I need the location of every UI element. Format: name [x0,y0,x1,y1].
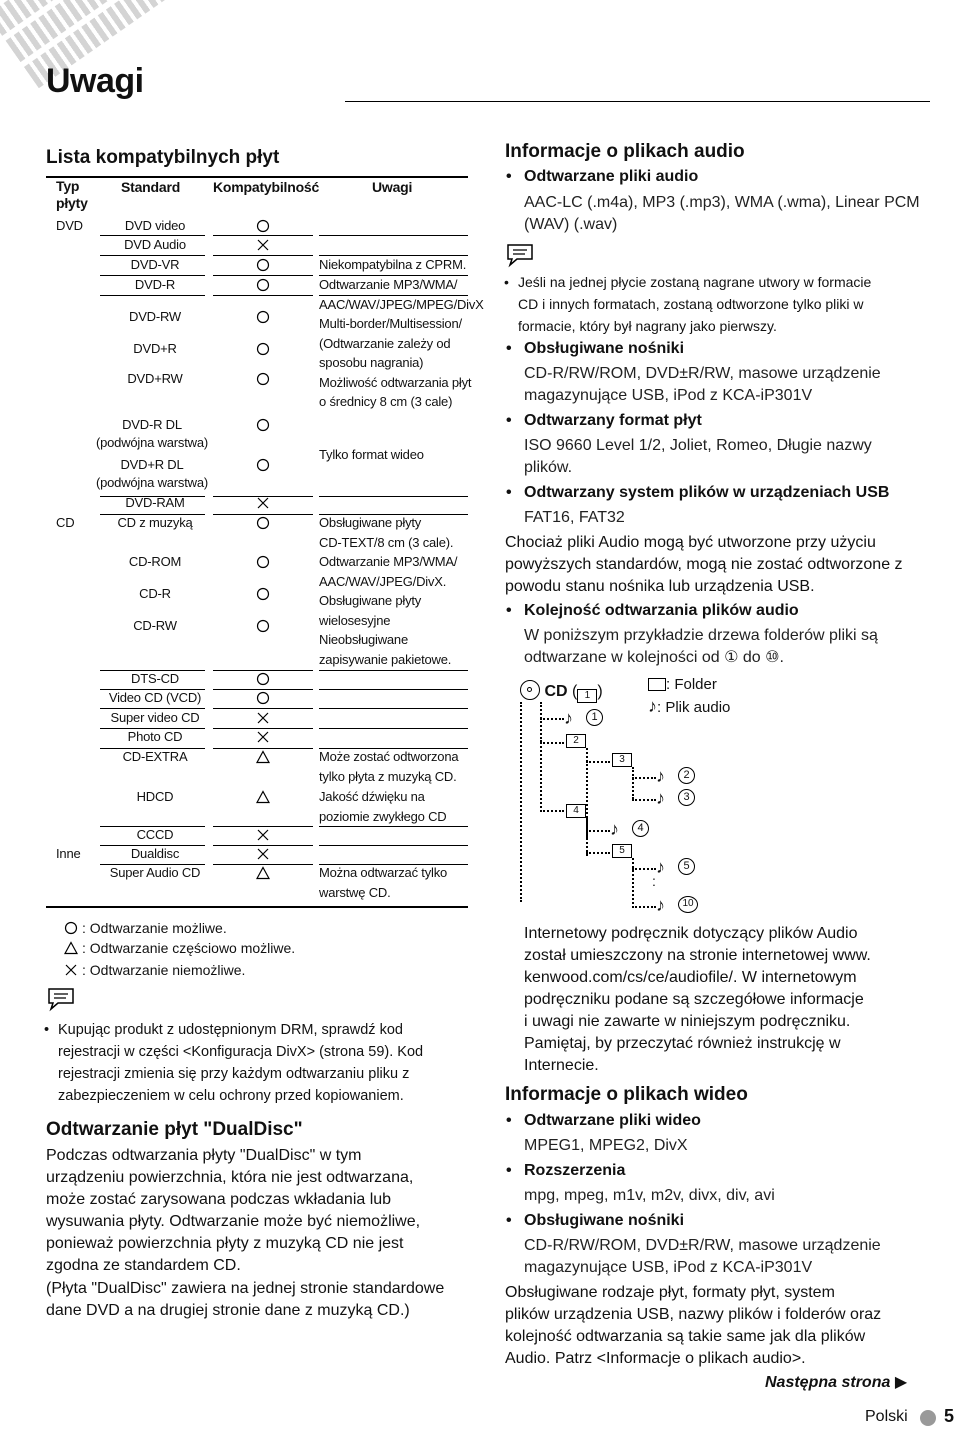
tree-branch [586,852,610,854]
tree-branch [586,761,610,763]
next-page-link[interactable]: Następna strona ▶ [765,1374,908,1391]
footer-language: Polski [865,1408,908,1425]
folder-box-3: 3 [612,753,632,767]
legend-circle: : Odtwarzanie możliwe. [64,918,227,938]
audio-disc-format-heading: • Odtwarzany format płyt [506,412,702,429]
circle-icon [64,921,78,935]
tree-branch [540,718,564,720]
header-notes: Uwagi [372,179,413,195]
music-note-icon: ♪ [656,895,665,915]
folder-box-2: 2 [566,734,586,748]
row-rule [213,275,313,276]
text-line: wielosesyjne [319,612,391,628]
text-line: urządzeniu powierzchnia, która nie jest odtwarzana, [46,1169,414,1186]
cross-icon [256,730,270,744]
video-files-value: MPEG1, MPEG2, DivX [524,1137,688,1154]
text-line: formacie, który był nagrany jako pierwszy. [518,318,777,334]
note-speech-icon [46,986,76,1012]
text-line: magazynujące USB, iPod z KCA-iP301V [524,1259,813,1276]
text-line: może zostać zarysowana podczas wkładania lub [46,1191,392,1208]
row-rule [319,670,468,671]
video-files-heading: • Odtwarzane pliki wideo [506,1112,701,1129]
text-line: Możliwość odtwarzania płyt [319,374,472,390]
text-line: tylko płyta z muzyką CD. [319,768,457,784]
text-line: plików. [524,459,573,476]
text-line: ISO 9660 Level 1/2, Joliet, Romeo, Długie nazwy [524,437,872,454]
file-number: 1 [586,709,603,726]
cell-standard: CCCD [136,827,174,842]
circle-icon [256,555,270,569]
tree-branch [632,777,656,779]
text-line: sposobu nagrania) [319,355,424,370]
page-number: 5 [944,1406,955,1426]
text-line: CD-R/RW/ROM, DVD±R/RW, masowe urządzenie [524,1237,881,1254]
text-line: (Płyta "DualDisc" zawiera na jednej stronie standardowe [46,1280,445,1297]
cell-standard: DVD video [124,218,186,233]
cell-standard: CD z muzyką [117,515,193,530]
row-rule [319,496,468,497]
audio-order-heading: • Kolejność odtwarzania plików audio [506,602,799,619]
folder-box-4: 4 [566,804,586,818]
text-line: Audio. Patrz <Informacje o plikach audio>. [505,1350,806,1367]
text-line: podręczniku podane są szczegółowe informacje [524,991,864,1008]
cell-standard: DVD+R [133,341,177,356]
legend-triangle: : Odtwarzanie częściowo możliwe. [64,938,295,958]
tree-branch [540,742,542,812]
cell-standard: HDCD [136,789,174,804]
circle-icon [256,258,270,272]
video-ext-value: mpg, mpeg, m1v, m2v, divx, div, avi [524,1187,775,1204]
cell-standard: CD-RW [133,618,177,633]
row-rule [319,689,468,690]
tree-legend-file: ♪: Plik audio [648,696,731,716]
music-note-icon: ♪ [656,788,665,808]
text-line: poziomie zwykłego CD [319,808,447,824]
row-rule [213,728,313,729]
cell-standard: DVD+R DL (podwójna warstwa) [95,457,208,490]
cell-standard: DTS-CD [131,671,179,686]
text-line: rejestracji zmienia się przy każdym odtwarzaniu pliku z [58,1066,410,1082]
text-line: magazynujące USB, iPod z KCA-iP301V [524,387,813,404]
audio-heading: Informacje o plikach audio [505,141,745,162]
text-line: CD i innych formatach, zostaną odtworzone tylko pliki w [518,296,864,312]
text-line: dane DVD a na drugiej stronie dane z muzyką CD.) [46,1302,410,1319]
video-ext-heading: • Rozszerzenia [506,1162,626,1179]
tree-branch [632,906,656,908]
music-note-icon: ♪ [648,696,657,716]
folder-icon [648,678,666,691]
row-rule [213,235,313,236]
audio-fs-heading: • Odtwarzany system plików w urządzeniach USB [506,484,890,501]
circle-icon [256,458,270,472]
header-type: Typ płyty [56,178,88,211]
triangle-icon [256,750,270,764]
row-rule [213,689,313,690]
file-number: 4 [632,820,649,837]
cell-type: CD [56,515,75,530]
cell-standard: DVD Audio [124,237,186,252]
row-rule [213,826,313,827]
text-line: CD-R/RW/ROM, DVD±R/RW, masowe urządzenie [524,365,881,382]
text-line: Internetowy podręcznik dotyczący plików Audio [524,925,858,942]
circle-icon [256,691,270,705]
row-rule [213,748,313,749]
circle-icon [256,516,270,530]
file-number: 5 [678,858,695,875]
text-line: warstwę CD. [319,884,391,900]
audio-media-heading: • Obsługiwane nośniki [506,340,685,357]
triangle-icon [256,866,270,880]
music-note-icon: ♪ [656,857,665,877]
text-line: zabezpieczeniem w celu ochrony przed kopiowaniem. [58,1088,404,1104]
cross-icon [256,711,270,725]
tree-branch [586,830,610,832]
text-line: rejestracji w części <Konfiguracja DivX> (strona 59). Kod [58,1044,424,1060]
text-line: (Odtwarzanie zależy od [319,335,451,351]
row-rule [213,864,313,865]
cell-standard: DVD-R DL (podwójna warstwa) [95,417,208,450]
text-line: powyższych standardów, mogą nie zostać odtworzone z [505,556,903,573]
tree-branch [540,742,564,744]
text-line: zgodna ze standardem CD. [46,1257,241,1274]
text-line: plików urządzenia USB, nazwy plików i folderów oraz [505,1306,882,1323]
music-note-icon: ♪ [564,708,573,728]
circle-icon [256,310,270,324]
text-line: Podczas odtwarzania płyty "DualDisc" w tym [46,1147,362,1164]
text-line: AAC/WAV/JPEG/MPEG/DivX [319,296,484,312]
text-line: • Kupując produkt z udostępnionym DRM, sprawdź kod [44,1022,403,1038]
text-line: o średnicy 8 cm (3 cale) [319,394,453,409]
compat-heading: Lista kompatybilnych płyt [46,147,280,168]
file-number: 2 [678,767,695,784]
text-line: kolejność odtwarzania są takie same jak dla plików [505,1328,866,1345]
text-line: Pamiętaj, by przeczytać również instrukcję w [524,1035,841,1052]
cross-icon [256,238,270,252]
row-rule [213,670,313,671]
tree-ellipsis: : [652,873,655,889]
row-rule [319,708,468,709]
text-line: Można odtwarzać tylko [319,865,448,880]
tree-root: CD ( 1 ) [520,680,603,701]
text-line: AAC/WAV/JPEG/DivX. [319,573,447,589]
file-number: 3 [678,789,695,806]
text-line: Obsługiwane rodzaje płyt, formaty płyt, system [505,1284,835,1301]
music-note-icon: ♪ [610,819,619,839]
row-rule [213,255,313,256]
cross-icon [64,963,78,977]
circle-icon [256,672,270,686]
tree-branch [632,799,656,801]
cell-standard: DVD-RW [129,309,181,324]
row-rule [213,708,313,709]
cell-standard: Photo CD [127,729,183,744]
text-line: i uwagi nie zawarte w niniejszym podręczniku. [524,1013,851,1030]
cell-standard: CD-R [139,586,171,601]
folder-box-5: 5 [612,844,632,858]
file-number: 10 [678,896,698,913]
tree-branch [540,702,542,742]
text-line: ponieważ powierzchnia płyty z muzyką CD nie jest [46,1235,404,1252]
cross-icon [256,847,270,861]
legend-cross: : Odtwarzanie niemożliwe. [64,960,245,980]
note-vr: Niekompatybilna z CPRM. [319,257,467,272]
cell-standard: Video CD (VCD) [108,690,202,705]
text-line: Internecie. [524,1057,599,1074]
row-rule [100,295,205,296]
triangle-icon [256,790,270,804]
cell-standard: DVD-RAM [125,495,185,510]
circle-icon [256,342,270,356]
disc-icon [520,680,540,700]
row-rule [213,295,313,296]
circle-icon [256,619,270,633]
text-line: W poniższym przykładzie drzewa folderów pliki są [524,627,878,644]
dualdisc-heading: Odtwarzanie płyt "DualDisc" [46,1119,303,1140]
cell-standard: Dualdisc [130,846,180,861]
footer-circle-icon [920,1410,936,1426]
note-speech-icon [505,242,535,268]
tree-branch [632,868,656,870]
text-line: (WAV) (.wav) [524,216,618,233]
row-rule [319,826,468,827]
text-line: Obsługiwane płyty [319,593,422,608]
text-line: Może zostać odtworzona [319,749,459,764]
cell-standard: CD-EXTRA [122,749,188,764]
row-rule [319,235,468,236]
header-compat: Kompatybilność [213,179,320,195]
page-title: Uwagi [46,62,144,100]
row-rule [213,845,313,846]
text-line: Obsługiwane płyty [319,515,422,530]
text-line: AAC-LC (.m4a), MP3 (.mp3), WMA (.wma), Linear PCM [524,194,920,211]
tree-branch [540,810,564,812]
audio-fs-value: FAT16, FAT32 [524,509,625,526]
triangle-icon [64,941,78,955]
text-line: powodu stanu nośnika lub urządzenia USB. [505,578,815,595]
header-standard: Standard [121,179,181,195]
title-rule [345,101,930,102]
text-line: zapisywanie pakietowe. [319,651,452,667]
circle-icon [256,418,270,432]
circle-icon [256,278,270,292]
text-line: odtwarzane w kolejności od ① do ⑩. [524,649,784,666]
tree-trunk [520,702,522,902]
text-line: • Jeśli na jednej płycie zostaną nagrane utwory w formacie [504,274,872,290]
cell-standard: Super video CD [110,710,200,725]
text-line: wysuwania płyty. Odtwarzanie może być niemożliwe, [46,1213,421,1230]
row-rule [319,728,468,729]
tree-branch [632,767,634,799]
cross-icon [256,496,270,510]
cell-standard: DVD+RW [127,371,183,386]
text-line: Jakość dźwięku na [319,789,425,804]
table-bottom-rule [46,906,468,908]
row-rule [213,514,313,515]
text-line: kenwood.com/cs/ce/audiofile/. W internetowym [524,969,857,986]
circle-icon [256,219,270,233]
row-rule [319,845,468,846]
note-dl: Tylko format wideo [319,447,424,462]
video-media-heading: • Obsługiwane nośniki [506,1212,685,1229]
tree-legend-folder: : Folder [648,676,717,693]
cell-type: Inne [56,846,81,861]
circle-icon [256,587,270,601]
cell-standard: CD-ROM [128,554,182,569]
video-heading: Informacje o plikach wideo [505,1084,748,1105]
text-line: został umieszczony na stronie internetowej www. [524,947,871,964]
cross-icon [256,828,270,842]
cell-standard: DVD-R [134,277,176,292]
text-line: Odtwarzanie MP3/WMA/ [319,277,458,292]
text-line: CD-TEXT/8 cm (3 cale). [319,534,454,550]
text-line: Chociaż pliki Audio mogą być utworzone przy użyciu [505,534,876,551]
folder-box-1: 1 [577,689,597,703]
cell-type: DVD [56,218,83,233]
cell-standard: DVD-VR [130,257,180,272]
text-line: Odtwarzanie MP3/WMA/ [319,554,458,569]
text-line: Multi-border/Multisession/ [319,316,462,331]
text-line: Nieobsługiwane [319,632,408,647]
tree-branch [586,818,588,856]
tree-branch [632,858,634,908]
audio-formats-heading: • Odtwarzane pliki audio [506,168,699,185]
music-note-icon: ♪ [656,766,665,786]
circle-icon [256,372,270,386]
cell-standard: Super Audio CD [109,865,201,880]
